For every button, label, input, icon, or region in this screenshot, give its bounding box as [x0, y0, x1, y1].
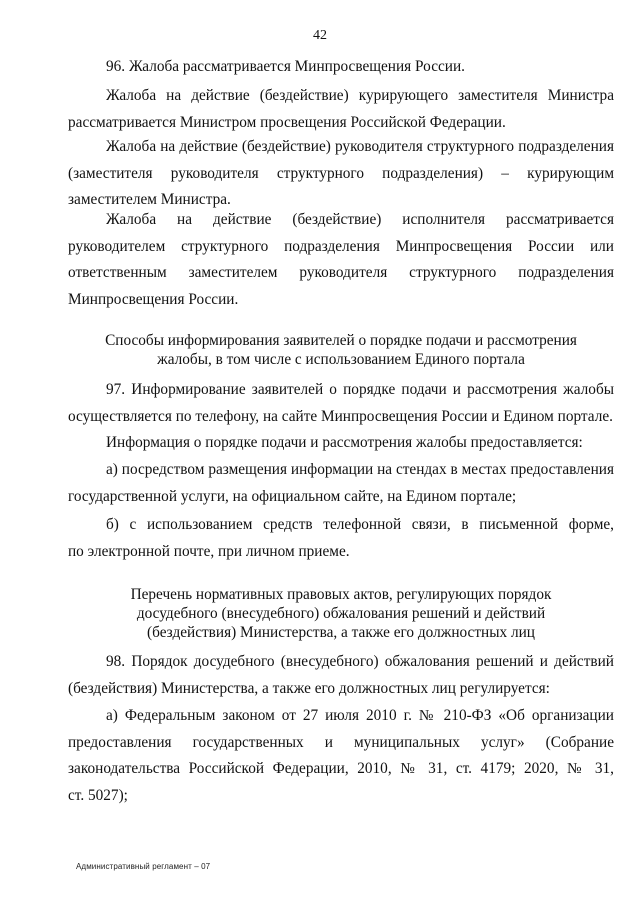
- text-line: законодательства Российской Федерации, 2010, № 31, ст. 4179; 2020, № 31,: [68, 760, 614, 778]
- text-line: (бездействия) Министерства, а также его должностных лиц регулируется:: [68, 679, 550, 697]
- text-line: ст. 5027);: [68, 786, 128, 804]
- footer-document-id: Административный регламент – 07: [76, 862, 211, 871]
- page-number: 42: [313, 28, 327, 43]
- heading-line: жалобы, в том числе с использованием Единого портала: [157, 351, 525, 368]
- paragraph-97-info: [68, 430, 614, 457]
- heading-line: досудебного (внесудебного) обжалования решений и действий: [136, 605, 546, 622]
- paragraph-98-a: [68, 703, 614, 809]
- text-line: заместителем Министра.: [68, 191, 231, 209]
- section-heading-legal-acts: [68, 585, 614, 642]
- text-line: (заместителя руководителя структурного подразделения) – курирующим: [68, 164, 614, 182]
- text-line: Жалоба на действие (бездействие) руководителя структурного подразделения: [106, 138, 614, 155]
- text-line: Жалоба на действие (бездействие) курирующего заместителя Министра: [106, 87, 614, 104]
- paragraph-96-head: [68, 134, 614, 214]
- text-line: осуществляется по телефону, на сайте Минпросвещения России и Едином портале.: [68, 407, 613, 425]
- heading-line: Способы информирования заявителей о порядке подачи и рассмотрения: [105, 332, 577, 349]
- paragraph-97-b: [68, 512, 614, 565]
- paragraph-98: [68, 649, 614, 702]
- text-line: 97. Информирование заявителей о порядке подачи и рассмотрения жалобы: [106, 381, 614, 398]
- heading-line: Перечень нормативных правовых актов, регулирующих порядок: [130, 586, 552, 603]
- text-line: Информация о порядке подачи и рассмотрения жалобы предоставляется:: [106, 434, 583, 451]
- heading-line: (бездействия) Министерства, а также его должностных лиц: [147, 624, 535, 641]
- text-line: государственной услуги, на официальном сайте, на Едином портале;: [68, 487, 517, 505]
- text-line: Минпросвещения России.: [68, 290, 239, 308]
- text-line: а) Федеральным законом от 27 июля 2010 г. № 210-ФЗ «Об организации: [106, 707, 614, 724]
- text-line: Жалоба на действие (бездействие) исполнителя рассматривается: [106, 211, 614, 228]
- paragraph-97: [68, 377, 614, 430]
- text-line: руководителем структурного подразделения Минпросвещения России или: [68, 237, 614, 255]
- text-line: 96. Жалоба рассматривается Минпросвещения России.: [106, 58, 465, 75]
- text-line: ответственным заместителем руководителя структурного подразделения: [68, 264, 614, 282]
- text-line: предоставления государственных и муниципальных услуг» (Собрание: [68, 733, 614, 751]
- paragraph-96-deputy: [68, 83, 614, 136]
- paragraph-96: [68, 54, 614, 81]
- text-line: 98. Порядок досудебного (внесудебного) обжалования решений и действий: [106, 653, 614, 670]
- paragraph-96-executor: [68, 207, 614, 313]
- text-line: а) посредством размещения информации на стендах в местах предоставления: [106, 461, 614, 478]
- paragraph-97-a: [68, 457, 614, 510]
- section-heading-informing: [68, 331, 614, 369]
- text-line: б) с использованием средств телефонной связи, в письменной форме,: [106, 516, 614, 533]
- text-line: по электронной почте, при личном приеме.: [68, 542, 350, 560]
- text-line: рассматривается Министром просвещения Российской Федерации.: [68, 113, 506, 131]
